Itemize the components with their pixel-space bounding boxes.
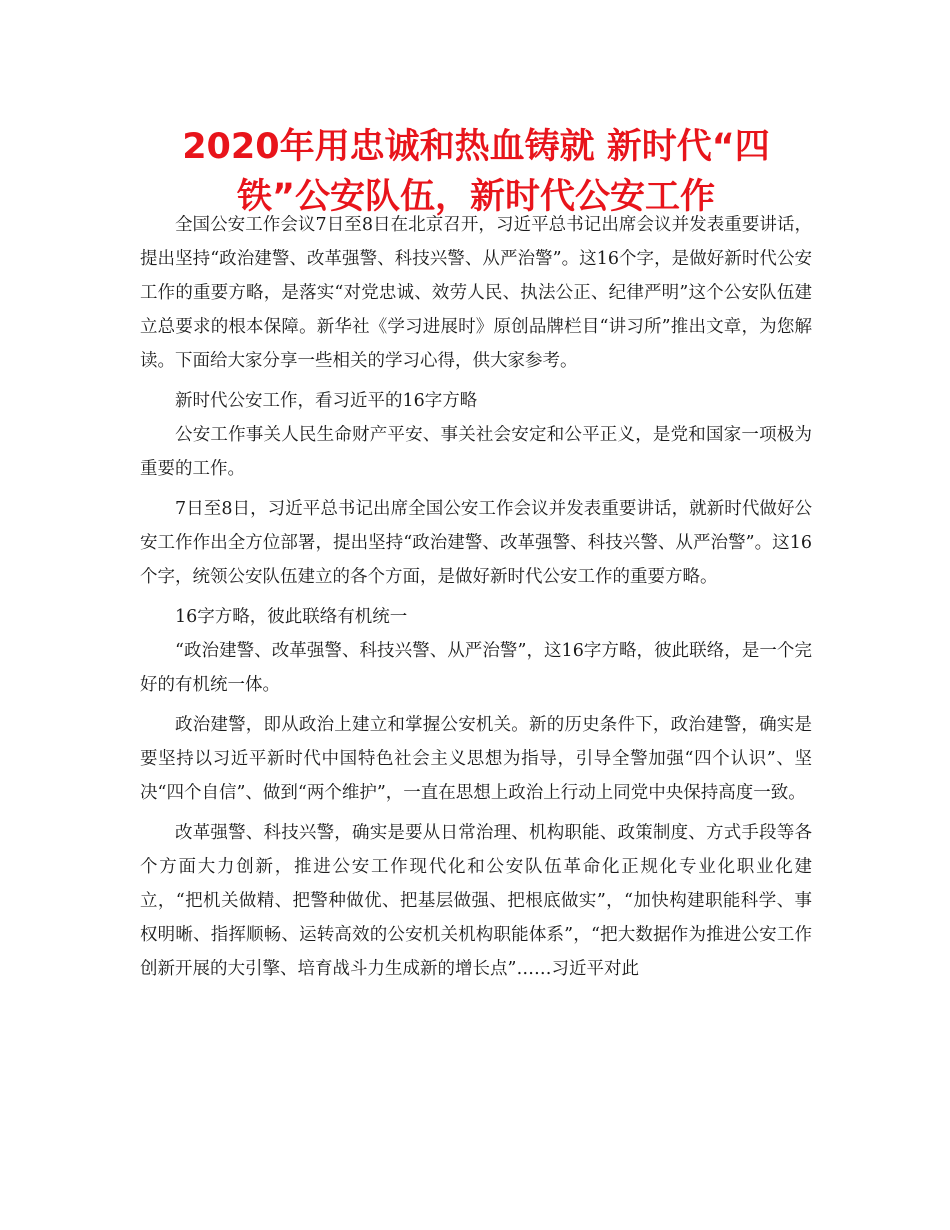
paragraph: 7日至8日，习近平总书记出席全国公安工作会议并发表重要讲话，就新时代做好公安工作作出全方位部署，提出坚持“政治建警、改革强警、科技兴警、从严治警”。这16个字，统领公安队伍建立的各个方面，是做好新时代公安工作的重要方略。 (140, 499, 812, 587)
paragraph: 全国公安工作会议7日至8日在北京召开，习近平总书记出席会议并发表重要讲话，提出坚持“政治建警、改革强警、科技兴警、从严治警”。这16个字，是做好新时代公安工作的重要方略，是落实“对党忠诚、效劳人民、执法公正、纪律严明”这个公安队伍建立总要求的根本保障。新华社《学习进展时》原创品牌栏目“讲习所”推出文章，为您解读。下面给大家分享一些相关的学习心得，供大家参考。 (140, 215, 812, 371)
section-heading: 16字方略，彼此联络有机统一 (175, 607, 408, 627)
paragraph: 改革强警、科技兴警，确实是要从日常治理、机构职能、政策制度、方式手段等各个方面大力创新，推进公安工作现代化和公安队伍革命化正规化专业化职业化建立，“把机关做精、把警种做优、把基层做强、把根底做实”，“加快构建职能科学、事权明晰、指挥顺畅、运转高效的公安机关机构职能体系”，“把大数据作为推进公安工作创新开展的大引擎、培育战斗力生成新的增长点”……习近平对此 (140, 823, 812, 979)
section-heading: 新时代公安工作，看习近平的16字方略 (175, 391, 478, 411)
paragraph: 政治建警，即从政治上建立和掌握公安机关。新的历史条件下，政治建警，确实是要坚持以习近平新时代中国特色社会主义思想为指导，引导全警加强“四个认识”、坚决“四个自信”、做到“两个维护”，一直在思想上政治上行动上同党中央保持高度一致。 (140, 715, 812, 803)
document-body (140, 208, 812, 986)
paragraph: 公安工作事关人民生命财产平安、事关社会安定和公平正义，是党和国家一项极为重要的工作。 (140, 425, 812, 479)
document-title: 2020年用忠诚和热血铸就 新时代“四铁”公安队伍，新时代公安工作 (182, 127, 770, 217)
paragraph: “政治建警、改革强警、科技兴警、从严治警”，这16字方略，彼此联络，是一个完好的有机统一体。 (140, 641, 812, 695)
